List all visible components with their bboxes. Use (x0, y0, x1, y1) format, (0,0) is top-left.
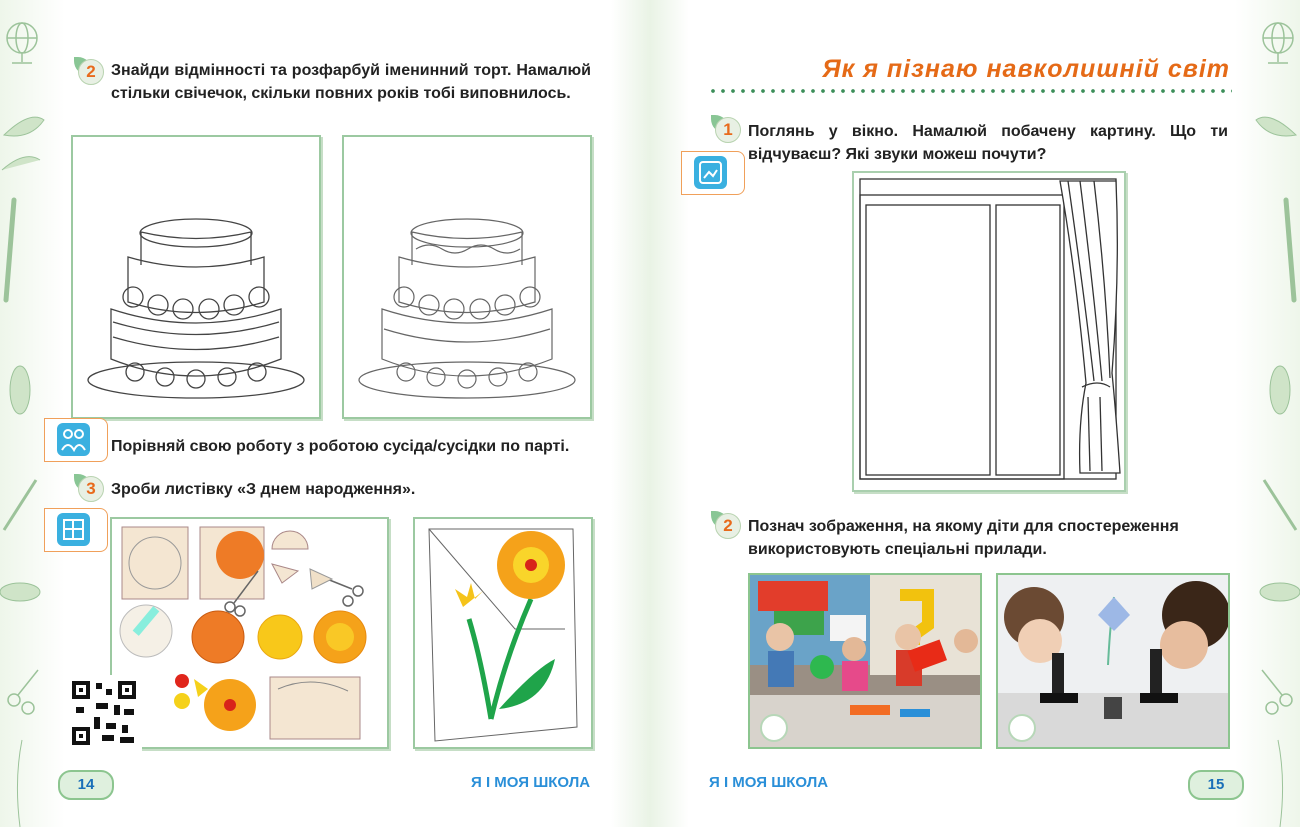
window-illustration (854, 173, 1124, 490)
drawing-icon (694, 156, 727, 189)
card-craft-steps (110, 517, 389, 749)
page-number-left: 14 (58, 770, 114, 800)
craft-steps-illustration (112, 519, 387, 747)
globe-icon (7, 23, 37, 63)
birthday-card-illustration (415, 519, 591, 747)
window-drawing-area[interactable] (852, 171, 1126, 492)
answer-circle[interactable] (760, 714, 788, 742)
task-3-instruction: Зроби листівку «З днем народження». (111, 481, 416, 498)
right-margin-decoration (1252, 0, 1300, 827)
pen-icon (1286, 200, 1294, 300)
photo-children-microscope (996, 573, 1230, 749)
answer-circle[interactable] (1008, 714, 1036, 742)
cake-drawing-right (342, 135, 592, 419)
compare-note: Порівняй свою роботу з роботою сусіда/сусідки по парті. (111, 438, 570, 455)
section-title: Як я пізнаю навколишній світ (822, 55, 1230, 83)
task-number-badge: 3 (74, 474, 104, 504)
photo-children-crafting (748, 573, 982, 749)
task-2-right-instruction: Познач зображення, на якому діти для спостереження використовують спеціальні прилади. (748, 518, 1179, 558)
left-margin-decoration (0, 0, 48, 827)
puzzle-icon (57, 513, 90, 546)
task-number-badge: 2 (74, 57, 104, 87)
leaf-icon (1260, 583, 1300, 601)
leaf-icon (1270, 366, 1290, 414)
scissors-icon (8, 670, 38, 714)
leaf-icon (1256, 117, 1296, 136)
leaf-icon (10, 366, 30, 414)
task-1-instruction: Поглянь у вікно. Намалюй побачену картину. Що ти відчуваєш? Які звуки можеш почути? (748, 123, 1228, 163)
brush-icon (4, 480, 36, 530)
compare-icon (57, 423, 90, 456)
page-number-right: 15 (1188, 770, 1244, 800)
qr-code-icon[interactable] (66, 675, 142, 751)
task-number-badge: 1 (711, 115, 741, 145)
cake-illustration (73, 137, 319, 417)
compare-tab (44, 418, 108, 462)
brush-icon (1264, 480, 1296, 530)
drawing-tab (681, 151, 745, 195)
footer-title-right: Я І МОЯ ШКОЛА (709, 774, 829, 791)
title-dotted-divider (708, 89, 1232, 93)
pen-icon (6, 200, 14, 300)
scissors-icon (1262, 670, 1292, 714)
task-2-instruction: Знайди відмінності та розфарбуй іменинний торт. Намалюй стільки свічечок, скільки повних років тобі виповнилось. (111, 62, 591, 102)
task-number-badge: 2 (711, 511, 741, 541)
leaf-icon (0, 583, 40, 601)
cake-drawing-left (71, 135, 321, 419)
leaf-icon (1278, 740, 1283, 827)
globe-icon (1263, 23, 1293, 63)
leaf-icon (2, 117, 44, 170)
footer-title-left: Я І МОЯ ШКОЛА (471, 774, 591, 791)
puzzle-tab (44, 508, 108, 552)
leaf-icon (17, 740, 22, 827)
cake-illustration (344, 137, 590, 417)
finished-birthday-card (413, 517, 593, 749)
